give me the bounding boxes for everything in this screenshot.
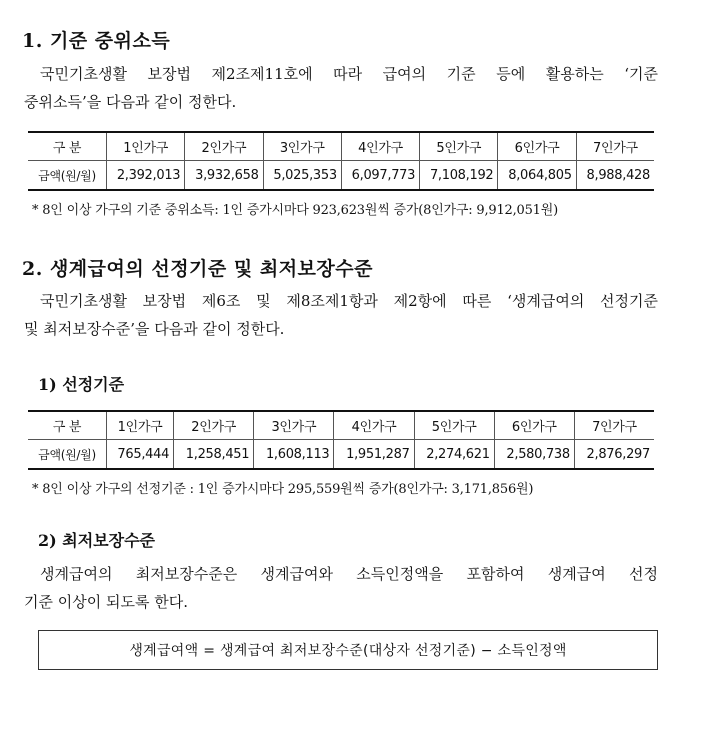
table-header-cell: 7인가구 [576, 132, 654, 161]
minimum-guarantee-paragraph [24, 560, 658, 616]
selection-criteria-footnote: * 8인 이상 가구의 선정기준 : 1인 증가시마다 295,559원씩 증가(8인가구: 3,171,856원) [32, 482, 534, 497]
benefit-formula-box: 생계급여액 = 생계급여 최저보장수준(대상자 선정기준) − 소득인정액 [38, 630, 658, 670]
table-cell: 8,064,805 [498, 161, 576, 191]
table-cell: 3,932,658 [185, 161, 263, 191]
table-header-cell: 3인가구 [254, 411, 334, 440]
table-cell: 765,444 [107, 440, 174, 470]
table-header-cell: 3인가구 [263, 132, 341, 161]
section1-paragraph-line1: 국민기초생활 보장법 제2조제11호에 따라 급여의 기준 등에 활용하는 ‘기준 [40, 65, 658, 83]
table-header-cell: 6인가구 [494, 411, 574, 440]
table-header-cell: 1인가구 [107, 132, 185, 161]
table-row [28, 440, 654, 470]
table-cell: 5,025,353 [263, 161, 341, 191]
selection-criteria-heading: 1) 선정기준 [38, 375, 125, 394]
table-header-cell: 1인가구 [107, 411, 174, 440]
table-header-cell: 4인가구 [341, 132, 419, 161]
table-cell: 8,988,428 [576, 161, 654, 191]
minimum-guarantee-heading: 2) 최저보장수준 [38, 531, 156, 550]
median-income-table [28, 131, 654, 191]
table-header-cell: 4인가구 [334, 411, 414, 440]
table-row [28, 161, 654, 191]
table-header-row [28, 132, 654, 161]
table-header-cell: 2인가구 [185, 132, 263, 161]
table-cell: 1,608,113 [254, 440, 334, 470]
table-header-cell: 구 분 [28, 132, 107, 161]
row-label: 금액(원/월) [28, 440, 107, 470]
minimum-guarantee-paragraph-line2: 기준 이상이 되도록 한다. [24, 593, 188, 611]
table-cell: 2,876,297 [574, 440, 654, 470]
section1-paragraph [24, 60, 658, 116]
section1-paragraph-line2: 중위소득’을 다음과 같이 정한다. [24, 93, 237, 111]
table-cell: 1,258,451 [174, 440, 254, 470]
selection-criteria-table [28, 410, 654, 470]
section2-paragraph-line1: 국민기초생활 보장법 제6조 및 제8조제1항과 제2항에 따른 ‘생계급여의 선정기준 [40, 292, 658, 310]
table-header-row [28, 411, 654, 440]
table-header-cell: 2인가구 [174, 411, 254, 440]
table-cell: 2,392,013 [107, 161, 185, 191]
table-cell: 7,108,192 [420, 161, 498, 191]
table-cell: 2,580,738 [494, 440, 574, 470]
section1-heading: 1. 기준 중위소득 [22, 30, 171, 52]
section2-heading: 2. 생계급여의 선정기준 및 최저보장수준 [22, 258, 373, 280]
table-header-cell: 구 분 [28, 411, 107, 440]
table-cell: 1,951,287 [334, 440, 414, 470]
section2-paragraph [24, 287, 658, 343]
table-header-cell: 5인가구 [414, 411, 494, 440]
row-label: 금액(원/월) [28, 161, 107, 191]
table-header-cell: 6인가구 [498, 132, 576, 161]
minimum-guarantee-paragraph-line1: 생계급여의 최저보장수준은 생계급여와 소득인정액을 포함하여 생계급여 선정 [40, 565, 658, 583]
table-header-cell: 7인가구 [574, 411, 654, 440]
table-header-cell: 5인가구 [420, 132, 498, 161]
table-cell: 2,274,621 [414, 440, 494, 470]
section1-footnote: * 8인 이상 가구의 기준 중위소득: 1인 증가시마다 923,623원씩 증가(8인가구: 9,912,051원) [32, 203, 558, 218]
section2-paragraph-line2: 및 최저보장수준’을 다음과 같이 정한다. [24, 320, 285, 338]
table-cell: 6,097,773 [341, 161, 419, 191]
